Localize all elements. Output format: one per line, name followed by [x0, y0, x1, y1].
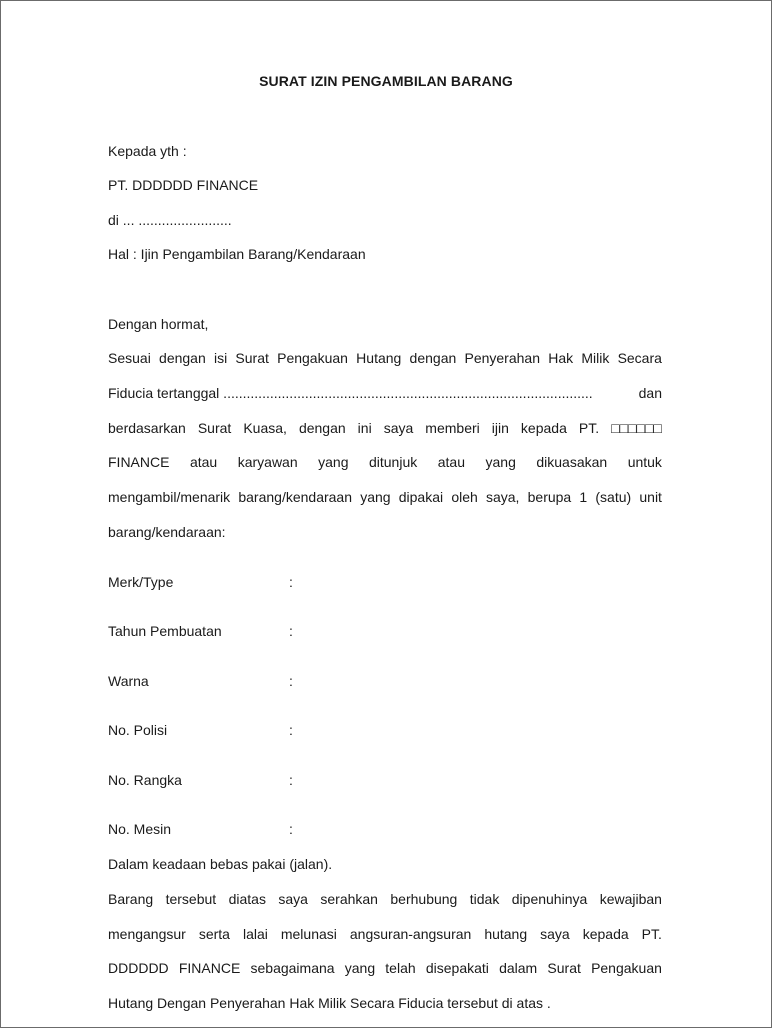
word: PT.	[641, 926, 662, 942]
word: yang	[344, 960, 376, 976]
word: sebagaimana	[250, 960, 335, 976]
field-label-no-polisi: No. Polisi	[108, 722, 168, 738]
word: 1	[579, 489, 588, 505]
word: diatas	[228, 891, 266, 907]
word: serta	[198, 926, 230, 942]
word: dipakai	[398, 489, 444, 505]
field-colon-no-mesin: :	[289, 821, 293, 837]
recipient-company: PT. DDDDDD FINANCE	[108, 177, 259, 193]
word: mengangsur	[108, 926, 186, 942]
word: Pengakuan	[591, 960, 662, 976]
word: karyawan	[237, 454, 298, 470]
word: FINANCE	[178, 960, 241, 976]
paragraph-2-line-3	[108, 960, 662, 976]
word: isi	[213, 350, 228, 366]
word: tidak	[469, 891, 500, 907]
word: FINANCE	[108, 454, 170, 470]
field-colon-merk-type: :	[289, 574, 293, 590]
paragraph-2-line-2	[108, 926, 662, 942]
paragraph-2-line-4: Hutang Dengan Penyerahan Hak Milik Secara Fiducia tersebut di atas .	[108, 995, 551, 1011]
field-label-merk-type: Merk/Type	[108, 574, 174, 590]
word: Hutang	[356, 350, 402, 366]
word: barang/kendaraan	[238, 489, 353, 505]
word: Surat	[547, 960, 581, 976]
word: tersebut	[165, 891, 217, 907]
word: dengan	[298, 420, 346, 436]
word: Penyerahan	[464, 350, 540, 366]
word: ditunjuk	[368, 454, 418, 470]
word: untuk	[627, 454, 662, 470]
word: atau	[437, 454, 465, 470]
field-colon-no-polisi: :	[289, 722, 293, 738]
word: angsuran-angsuran	[349, 926, 472, 942]
recipient-salutation: Kepada yth :	[108, 143, 187, 159]
document-title: SURAT IZIN PENGAMBILAN BARANG	[259, 73, 513, 89]
word: Surat	[235, 350, 269, 366]
field-label-tahun-pembuatan: Tahun Pembuatan	[108, 623, 222, 639]
word: (satu)	[595, 489, 632, 505]
paragraph-2-line-1	[108, 891, 662, 907]
word: berhubung	[390, 891, 458, 907]
word: Milik	[581, 350, 610, 366]
paragraph-1-line-2-right: dan	[638, 385, 662, 401]
word: dengan	[409, 350, 457, 366]
word: oleh	[451, 489, 478, 505]
field-colon-tahun-pembuatan: :	[289, 623, 293, 639]
paragraph-1-line-2	[108, 385, 662, 401]
word: dengan	[159, 350, 206, 366]
word: dikuasakan	[536, 454, 608, 470]
word: yang	[318, 454, 349, 470]
word: □□□□□□	[611, 420, 662, 436]
word: ijin	[491, 420, 509, 436]
letter-subject: Hal : Ijin Pengambilan Barang/Kendaraan	[108, 246, 366, 262]
word: telah	[385, 960, 416, 976]
word: unit	[639, 489, 662, 505]
word: Secara	[617, 350, 662, 366]
paragraph-1-line-5	[108, 489, 662, 505]
word: Barang	[108, 891, 154, 907]
greeting: Dengan hormat,	[108, 316, 209, 332]
word: memberi	[425, 420, 480, 436]
word: Pengakuan	[277, 350, 348, 366]
word: Sesuai	[108, 350, 151, 366]
word: kewajiban	[599, 891, 662, 907]
word: kepada	[582, 926, 629, 942]
word: lalai	[242, 926, 268, 942]
field-label-no-mesin: No. Mesin	[108, 821, 172, 837]
word: melunasi	[280, 926, 337, 942]
word: saya	[278, 891, 308, 907]
field-label-no-rangka: No. Rangka	[108, 772, 182, 788]
word: disepakati	[425, 960, 489, 976]
word: saya,	[485, 489, 520, 505]
word: yang	[485, 454, 516, 470]
word: dipenuhinya	[511, 891, 588, 907]
word: atau	[189, 454, 218, 470]
paragraph-1-line-4	[108, 454, 662, 470]
word: saya	[383, 420, 414, 436]
word: Kuasa,	[243, 420, 287, 436]
word: Hak	[548, 350, 574, 366]
word: serahkan	[320, 891, 378, 907]
paragraph-1-line-2-left: Fiducia tertanggal ...............................................................................................	[108, 385, 593, 401]
word: berupa	[527, 489, 572, 505]
word: Surat	[197, 420, 232, 436]
word: berdasarkan	[108, 420, 186, 436]
word: hutang	[484, 926, 528, 942]
field-colon-no-rangka: :	[289, 772, 293, 788]
condition-statement: Dalam keadaan bebas pakai (jalan).	[108, 856, 333, 872]
word: PT.	[578, 420, 600, 436]
paragraph-1-line-3	[108, 420, 662, 436]
word: DDDDDD	[108, 960, 169, 976]
paragraph-1-line-6: barang/kendaraan:	[108, 524, 226, 540]
word: kepada	[520, 420, 567, 436]
paragraph-1-line-1	[108, 350, 662, 366]
field-colon-warna: :	[289, 673, 293, 689]
word: mengambil/menarik	[108, 489, 231, 505]
recipient-location: di ... ........................	[108, 212, 232, 228]
word: dalam	[499, 960, 538, 976]
field-label-warna: Warna	[108, 673, 149, 689]
word: ini	[357, 420, 372, 436]
word: yang	[360, 489, 391, 505]
word: saya	[540, 926, 570, 942]
